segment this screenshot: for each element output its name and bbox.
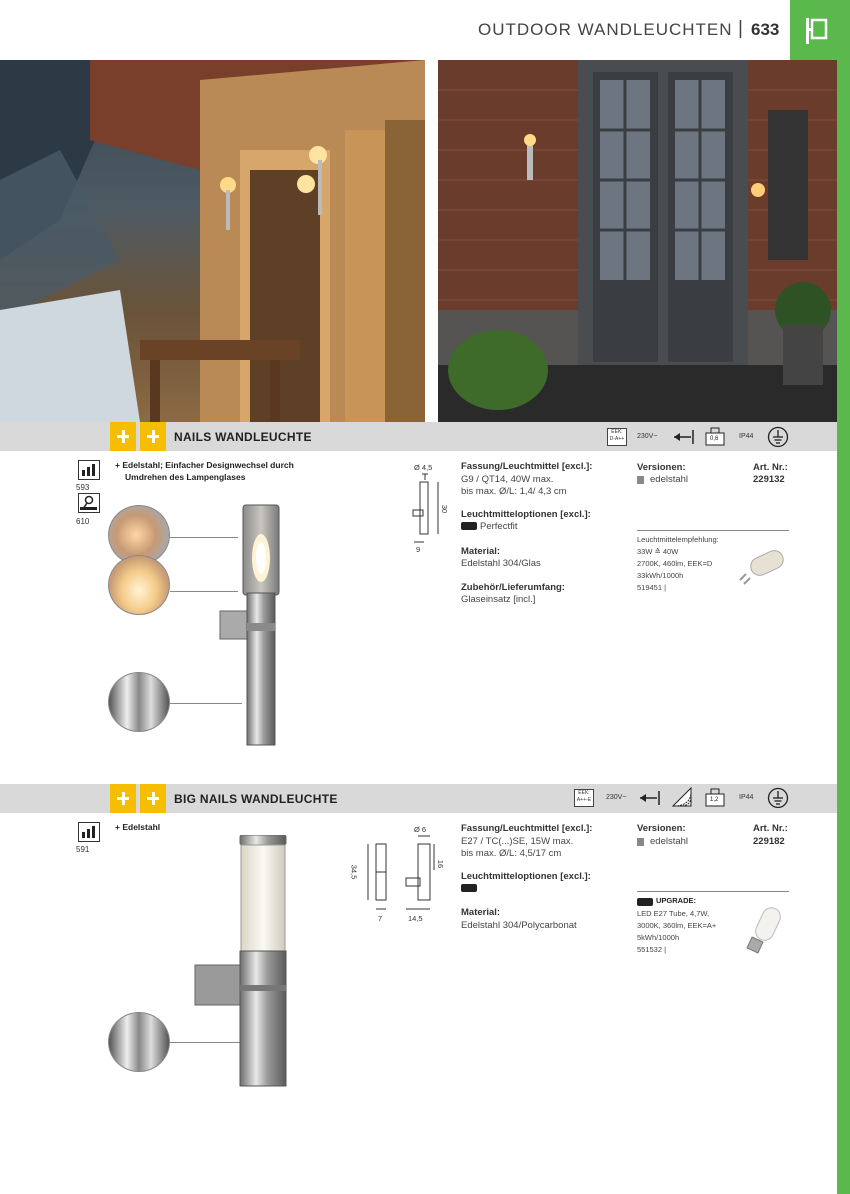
product-title: BIG NAILS WANDLEUCHTE xyxy=(174,792,338,806)
upgrade-label: UPGRADE: xyxy=(656,896,697,905)
article-number: 229132 xyxy=(753,474,785,485)
color-swatch xyxy=(637,476,644,484)
dimension-diameter: Ø 4,5 xyxy=(414,463,433,472)
doors-photo xyxy=(438,60,837,422)
dimension-height: 34,5 xyxy=(349,864,359,880)
recommendation-line-3: 33kWh/1000h xyxy=(637,571,684,580)
mounting-distance-icon xyxy=(672,429,696,445)
artno-label: Art. Nr.: xyxy=(753,823,788,834)
socket-label: Fassung/Leuchtmittel [excl.]: xyxy=(461,461,593,472)
bar-chart-icon xyxy=(78,460,100,480)
plus-icon xyxy=(110,422,136,451)
options-value: Perfectfit xyxy=(480,521,518,532)
dimension-depth: 7 xyxy=(378,914,383,923)
dimension-height: 30 xyxy=(440,504,450,514)
socket-line-1: G9 / QT14, 40W max. xyxy=(461,474,554,485)
upgrade-line-1: LED E27 Tube, 4,7W, xyxy=(637,909,710,918)
header-separator: | xyxy=(738,18,743,39)
recommendation-label: Leuchtmittelempfehlung: xyxy=(637,535,719,544)
weight-value: 1,2 xyxy=(710,797,719,803)
version-name: edelstahl xyxy=(650,474,689,485)
recommendation-line-1: 33W ≙ 40W xyxy=(637,547,679,556)
e27-tube-bulb-image xyxy=(745,905,790,955)
recommendation-line-2: 2700K, 460lm, EEK=D xyxy=(637,559,713,568)
feature-text xyxy=(115,460,294,470)
category-stripe xyxy=(837,60,850,1194)
protection-class-icon xyxy=(767,426,789,448)
plus-icon xyxy=(110,784,136,813)
accessory-value: Glaseinsatz [incl.] xyxy=(461,594,536,605)
options-label: Leuchtmitteloptionen [excl.]: xyxy=(461,871,591,882)
material-label: Material: xyxy=(461,546,501,557)
upgrade-line-4: 551532 | xyxy=(637,945,667,954)
pin-icon xyxy=(78,493,100,513)
feature-text xyxy=(115,822,160,832)
reference-number: 591 xyxy=(76,845,90,854)
nails-lamp-image xyxy=(215,503,285,748)
product-title: NAILS WANDLEUCHTE xyxy=(174,430,312,444)
socket-line-1: E27 / TC(...)SE, 15W max. xyxy=(461,836,574,847)
color-swatch xyxy=(637,838,644,846)
dimension-depth: 9 xyxy=(416,545,421,554)
accessory-label: Zubehör/Lieferumfang: xyxy=(461,582,565,593)
led-icon xyxy=(461,884,477,892)
energy-label-icon: EEK: A++-E xyxy=(574,789,594,807)
mounting-distance-icon xyxy=(638,790,662,806)
versions-label: Versionen: xyxy=(637,823,686,834)
material-value: Edelstahl 304/Glas xyxy=(461,558,541,569)
page-number: 633 xyxy=(751,20,780,39)
beam-angle-icon xyxy=(671,786,693,808)
dimension-diameter: Ø 6 xyxy=(414,825,427,834)
weight-value: 0,6 xyxy=(710,436,719,442)
steel-detail-image xyxy=(108,672,170,732)
plus-icon xyxy=(140,784,166,813)
dimension-drawing xyxy=(360,834,440,914)
big-nails-lamp-image xyxy=(190,835,295,1090)
glass-detail-image-2 xyxy=(108,555,170,615)
artno-label: Art. Nr.: xyxy=(753,462,788,473)
socket-line-2: bis max. Ø/L: 1,4/ 4,3 cm xyxy=(461,486,567,497)
reference-number: 593 xyxy=(76,483,90,492)
material-value: Edelstahl 304/Polycarbonat xyxy=(461,920,577,931)
ip-rating: IP44 xyxy=(739,794,754,801)
steel-detail-image xyxy=(108,1012,170,1072)
version-name: edelstahl xyxy=(650,836,689,847)
voltage-label: 230V~ xyxy=(606,794,627,801)
g9-bulb-image xyxy=(738,550,788,586)
terrace-photo xyxy=(0,60,425,422)
led-icon xyxy=(461,522,477,530)
plus-bullet-icon: + xyxy=(115,822,123,832)
dimension-depth-2: 14,5 xyxy=(408,914,423,923)
dimension-height-2: 16 xyxy=(436,859,446,869)
upgrade-line-3: 5kWh/1000h xyxy=(637,933,680,942)
socket-line-2: bis max. Ø/L: 4,5/17 cm xyxy=(461,848,562,859)
article-number: 229182 xyxy=(753,836,785,847)
recommendation-line-4: 519451 | xyxy=(637,583,667,592)
weight-icon xyxy=(705,426,725,446)
reference-number: 610 xyxy=(76,517,90,526)
energy-label-icon: EEK: D-A++ xyxy=(607,428,627,446)
feature-line-1: Edelstahl; Einfacher Designwechsel durch xyxy=(122,460,294,470)
plus-icon xyxy=(140,422,166,451)
led-icon xyxy=(637,898,653,906)
protection-class-icon xyxy=(767,787,789,809)
upgrade-line-2: 3000K, 360lm, EEK=A+ xyxy=(637,921,717,930)
bar-chart-icon xyxy=(78,822,100,842)
plus-bullet-icon: + xyxy=(115,460,123,470)
voltage-label: 230V~ xyxy=(637,433,658,440)
feature-line-2: Umdrehen des Lampenglases xyxy=(125,472,246,482)
weight-icon xyxy=(705,787,725,807)
ip-rating: IP44 xyxy=(739,433,754,440)
page-section-title: OUTDOOR WANDLEUCHTEN xyxy=(478,20,733,39)
category-tab xyxy=(790,0,850,60)
wall-light-icon xyxy=(790,0,850,60)
options-label: Leuchtmitteloptionen [excl.]: xyxy=(461,509,591,520)
versions-label: Versionen: xyxy=(637,462,686,473)
socket-label: Fassung/Leuchtmittel [excl.]: xyxy=(461,823,593,834)
feature-line-1: Edelstahl xyxy=(122,822,161,832)
material-label: Material: xyxy=(461,907,501,918)
